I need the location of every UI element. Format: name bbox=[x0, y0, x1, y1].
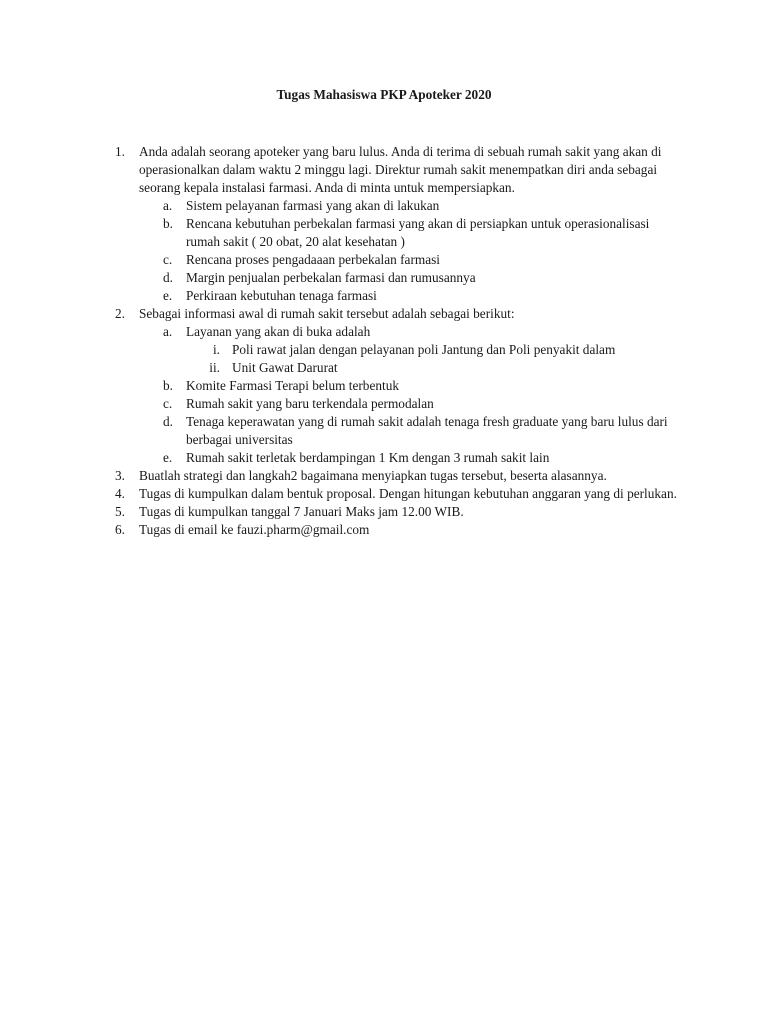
sub-item-1e bbox=[0, 287, 680, 305]
document-title: Tugas Mahasiswa PKP Apoteker 2020 bbox=[276, 87, 492, 102]
list-marker: c. bbox=[163, 252, 173, 267]
list-marker: 6. bbox=[115, 522, 125, 537]
sub-item-text: Margin penjualan perbekalan farmasi dan rumusannya bbox=[186, 270, 476, 285]
list-item-4 bbox=[0, 485, 680, 503]
list-marker: i. bbox=[212, 342, 220, 357]
list-marker: c. bbox=[163, 396, 173, 411]
sub-item-2c bbox=[0, 395, 680, 413]
sub-item-text: Rencana kebutuhan perbekalan farmasi yang akan di persiapkan untuk operasionalisasi rumah sakit ( 20 obat, 20 alat kesehatan ) bbox=[186, 216, 650, 249]
sub-sub-item-text: Poli rawat jalan dengan pelayanan poli Jantung dan Poli penyakit dalam bbox=[232, 342, 616, 357]
sub-item-text: Rencana proses pengadaaan perbekalan farmasi bbox=[186, 252, 440, 267]
list-marker: d. bbox=[163, 414, 173, 429]
assignment-list bbox=[0, 143, 768, 539]
sub-item-2b bbox=[0, 377, 680, 395]
list-marker: d. bbox=[163, 270, 173, 285]
list-item-1 bbox=[0, 143, 680, 197]
list-marker: a. bbox=[163, 198, 173, 213]
sub-item-1d bbox=[0, 269, 680, 287]
list-item-text: Tugas di kumpulkan tanggal 7 Januari Maks jam 12.00 WIB. bbox=[139, 504, 464, 519]
sub-item-2e bbox=[0, 449, 680, 467]
sub-item-text: Rumah sakit yang baru terkendala permodalan bbox=[186, 396, 434, 411]
list-item-text: Sebagai informasi awal di rumah sakit tersebut adalah sebagai berikut: bbox=[139, 306, 515, 321]
list-item-6 bbox=[0, 521, 680, 539]
sub-item-text: Tenaga keperawatan yang di rumah sakit adalah tenaga fresh graduate yang baru lulus dari berbagai universitas bbox=[186, 414, 668, 447]
list-item-text: Anda adalah seorang apoteker yang baru lulus. Anda di terima di sebuah rumah sakit yang akan di operasionalkan dalam waktu 2 minggu lagi. Direktur rumah sakit menempatkan diri anda sebagai seorang kepala instalasi farmasi. Anda di minta untuk mempersiapkan. bbox=[139, 144, 662, 195]
list-marker: b. bbox=[163, 216, 173, 231]
list-marker: 5. bbox=[115, 504, 125, 519]
sub-sub-item-text: Unit Gawat Darurat bbox=[232, 360, 338, 375]
list-item-text: Tugas di kumpulkan dalam bentuk proposal. Dengan hitungan kebutuhan anggaran yang di perlukan. bbox=[139, 486, 677, 501]
list-item-5 bbox=[0, 503, 680, 521]
sub-item-2a bbox=[0, 323, 680, 341]
sub-item-1a bbox=[0, 197, 680, 215]
sub-item-text: Rumah sakit terletak berdampingan 1 Km dengan 3 rumah sakit lain bbox=[186, 450, 550, 465]
list-item-3 bbox=[0, 467, 680, 485]
list-marker: ii. bbox=[209, 360, 220, 375]
sub-item-text: Layanan yang akan di buka adalah bbox=[186, 324, 371, 339]
list-marker: e. bbox=[163, 288, 173, 303]
list-marker: e. bbox=[163, 450, 173, 465]
sub-item-text: Perkiraan kebutuhan tenaga farmasi bbox=[186, 288, 377, 303]
sub-item-text: Komite Farmasi Terapi belum terbentuk bbox=[186, 378, 399, 393]
list-item-text: Tugas di email ke fauzi.pharm@gmail.com bbox=[139, 522, 370, 537]
sub-sub-item-2a-i bbox=[0, 341, 680, 359]
sub-item-2d bbox=[0, 413, 680, 449]
list-marker: 1. bbox=[115, 144, 125, 159]
sub-item-1c bbox=[0, 251, 680, 269]
sub-item-1b bbox=[0, 215, 680, 251]
list-item-text: Buatlah strategi dan langkah2 bagaimana menyiapkan tugas tersebut, beserta alasannya. bbox=[139, 468, 607, 483]
list-marker: 2. bbox=[115, 306, 125, 321]
sub-item-text: Sistem pelayanan farmasi yang akan di lakukan bbox=[186, 198, 440, 213]
list-marker: 3. bbox=[115, 468, 125, 483]
list-item-2 bbox=[0, 305, 680, 323]
list-marker: a. bbox=[163, 324, 173, 339]
sub-sub-item-2a-ii bbox=[0, 359, 680, 377]
list-marker: b. bbox=[163, 378, 173, 393]
list-marker: 4. bbox=[115, 486, 125, 501]
